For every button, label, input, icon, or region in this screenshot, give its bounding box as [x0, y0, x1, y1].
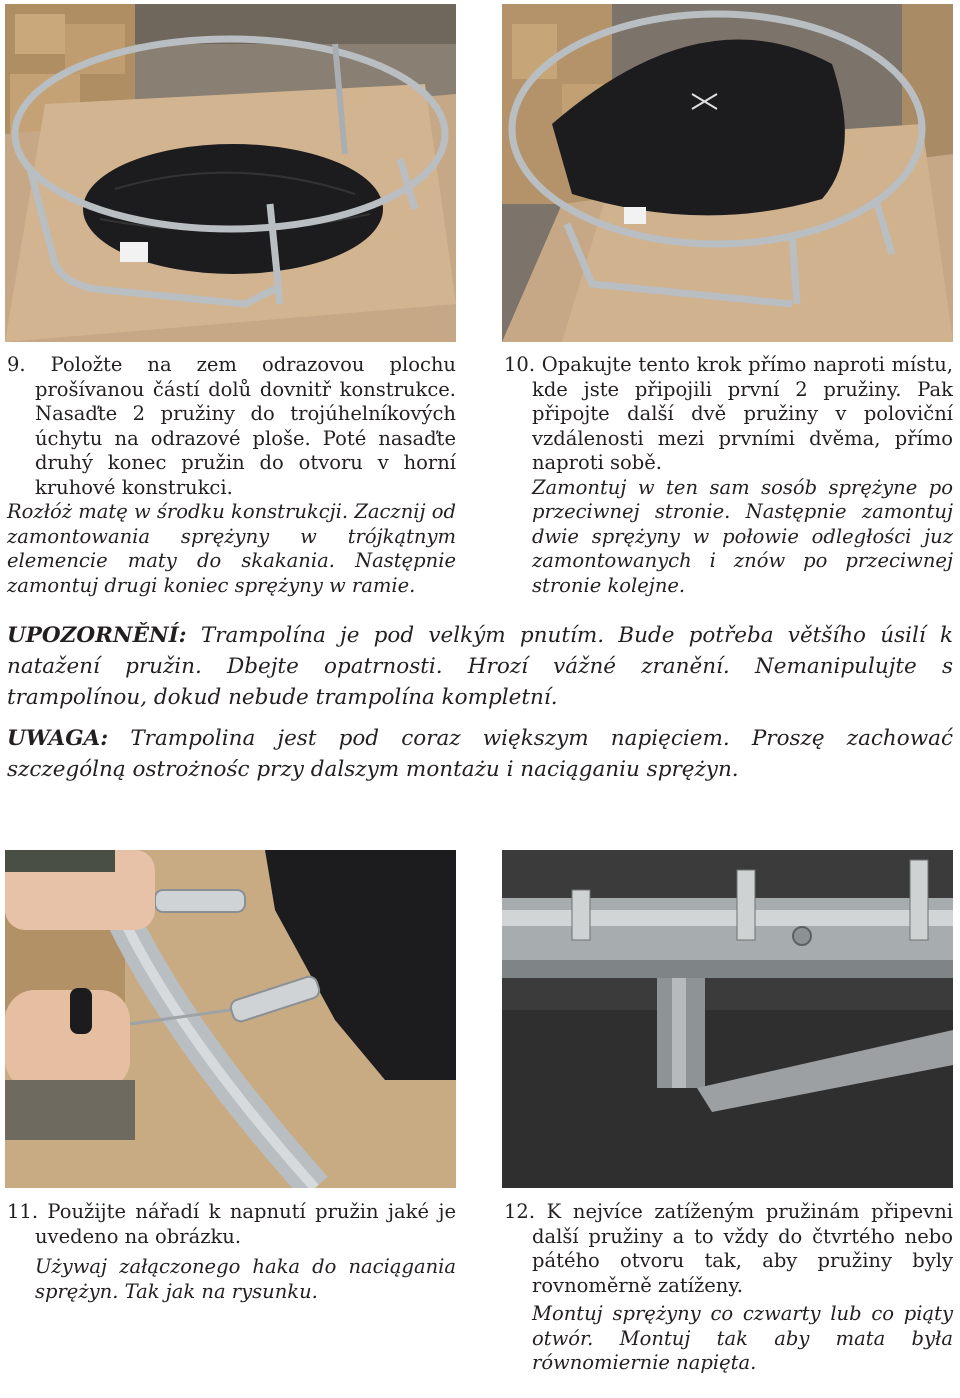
step-10-pl-text: Zamontuj w ten sam sosób sprężyne po przeciwnej stronie. Następnie zamontuj dwie sprężyny w połowie odległości juz zamontowanych i znów po przeciwnej stronie kolejne.: [532, 475, 953, 597]
step-12-cz-text: K nejvíce zatíženým pružinám připevni další pružiny a to vždy do čtvrtého nebo pátého otvoru tak, aby pružiny byly rovnoměrně zatíženy.: [532, 1200, 953, 1297]
photo-springs-closeup: [502, 850, 953, 1188]
photo-mat-partially-attached: [502, 4, 953, 342]
photo-frame-mat-inside: [5, 4, 456, 342]
step-9-number: 9.: [7, 353, 26, 376]
step-12-pl-text: Montuj sprężyny co czwarty lub co piąty otwór. Montuj tak aby mata była równomiernie napięta.: [532, 1302, 953, 1374]
step-12: [504, 1200, 953, 1376]
step-11-pl-text: Używaj załączonego haka do naciągania sprężyn. Tak jak na rysunku.: [35, 1255, 456, 1303]
step-9: [7, 353, 456, 598]
step-9-pl-text: Rozłóż matę w środku konstrukcji. Zacznij od zamontowania sprężyny w trójkątnym elemencie maty do skakania. Następnie zamontuj drugi koniec sprężyny w ramie.: [7, 500, 456, 597]
warning-pl-text: Trampolina jest pod coraz większym napięciem. Proszę zachować szczególną ostrożnośc przy dalszym montażu i naciąganiu sprężyn.: [7, 726, 953, 782]
warning-cz: [7, 620, 953, 713]
warning-pl: [7, 723, 953, 785]
step-11: [7, 1200, 456, 1304]
step-10-number: 10.: [504, 353, 536, 376]
step-11-number: 11.: [7, 1200, 39, 1223]
warning-cz-text: Trampolína je pod velkým pnutím. Bude potřeba většího úsilí k natažení pružin. Dbejte opatrnosti. Hrozí vážné zranění. Nemanipulujte s trampolínou, dokud nebude trampolína kompletní.: [7, 623, 953, 710]
photo-spring-tool: [5, 850, 456, 1188]
step-11-cz-text: Použijte nářadí k napnutí pružin jaké je uvedeno na obrázku.: [35, 1200, 456, 1248]
warning-pl-label: UWAGA:: [7, 726, 109, 751]
step-9-cz-text: Položte na zem odrazovou plochu prošívanou částí dolů dovnitř konstrukce. Nasaďte 2 pružiny do trojúhelníkových úchytu na odrazové ploše. Poté nasaďte druhý konec pružin do otvoru v horní kruhové konstrukci.: [35, 353, 456, 499]
warning-block: [7, 620, 953, 785]
warning-cz-label: UPOZORNĚNÍ:: [7, 623, 187, 648]
step-10: [504, 353, 953, 598]
step-10-cz-text: Opakujte tento krok přímo naproti místu, kde jste připojili první 2 pružiny. Pak připojte další dvě pružiny v poloviční vzdálenosti mezi prvními dvěma, přímo naproti sobě.: [532, 353, 953, 474]
step-12-number: 12.: [504, 1200, 536, 1223]
